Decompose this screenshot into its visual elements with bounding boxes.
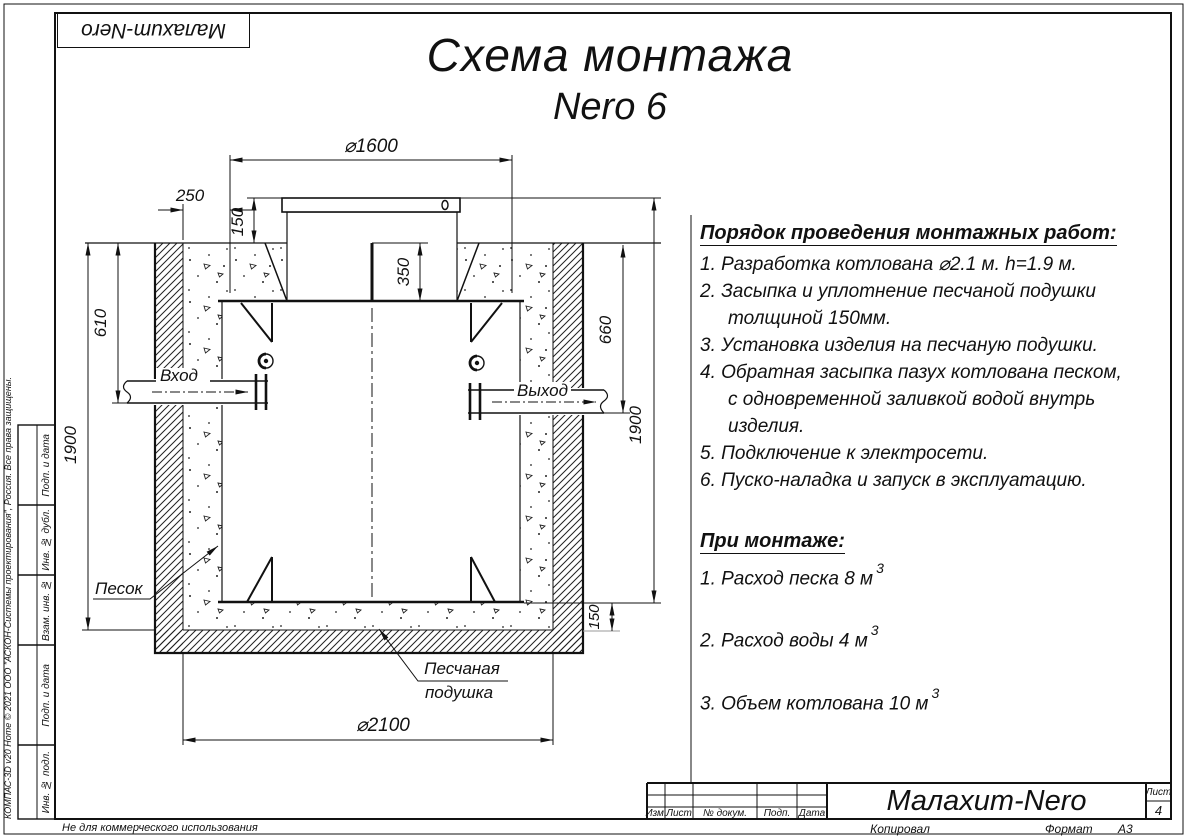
- montage-heading: При монтаже:: [700, 530, 845, 552]
- superscript: 3: [870, 622, 879, 639]
- montage-item: 1. Расход песка 8 $м^3$: [700, 560, 884, 590]
- note-line: 1. Разработка котлована ⌀2.1 м. h=1.9 м.: [700, 254, 1077, 275]
- note-line: 2. Засыпка и уплотнение песчаной подушки: [700, 281, 1096, 302]
- note-line: 6. Пуско-наладка и запуск в эксплуатацию.: [700, 470, 1087, 491]
- brand-logo: Малахит-Nero: [57, 13, 250, 48]
- dim-tank-height: 1900: [626, 406, 645, 444]
- titleblock-col-data: Дата: [798, 807, 826, 819]
- tank-lid: [282, 198, 460, 212]
- notes-heading: Порядок проведения монтажных работ:: [700, 222, 1117, 244]
- montage-notes: [700, 528, 1172, 717]
- drawing-title: [320, 28, 900, 129]
- note-line: толщиной 150мм.: [728, 308, 892, 329]
- stamp-cell-podp-data-1: Подп. и дата: [40, 433, 52, 497]
- titleblock-product-name: Малахит-Nero: [886, 784, 1087, 817]
- note-line: 5. Подключение к электросети.: [700, 443, 989, 464]
- montage-item: 2. Расход воды 4 $м^3$: [700, 622, 879, 652]
- label-sand: Песок: [95, 579, 143, 598]
- dim-pit-diameter: ⌀2100: [356, 715, 410, 736]
- dim-offset: 250: [175, 186, 205, 205]
- title-line1: Схема монтажа: [426, 29, 794, 81]
- dim-pit-depth: 1900: [61, 426, 80, 464]
- label-inlet: Вход: [160, 366, 198, 385]
- dim-lid-height: 150: [228, 207, 247, 237]
- titleblock-sheet-number: 4: [1154, 802, 1163, 818]
- stamp-cell-inv-podl: Инв. № подл.: [40, 750, 52, 814]
- titleblock-col-list: Лист: [666, 807, 692, 819]
- note-line: 3. Установка изделия на песчаную подушки.: [700, 335, 1098, 356]
- non-commercial-note: Не для коммерческого использования: [62, 822, 258, 834]
- note-line: изделия.: [728, 416, 805, 437]
- label-outlet: Выход: [517, 381, 569, 400]
- note-line: 4. Обратная засыпка пазух котлована песком,: [700, 362, 1122, 383]
- stamp-cell-inv-dubl: Инв. № дубл.: [40, 509, 52, 571]
- superscript: 3: [876, 560, 884, 576]
- titleblock-sheet-label: Лист: [1145, 786, 1172, 798]
- dim-cushion-height: 150: [586, 604, 603, 630]
- titleblock-col-izm: Изм.: [645, 807, 667, 819]
- titleblock-col-doc: № докум.: [702, 807, 748, 819]
- stamp-cell-podp-data-2: Подп. и дата: [40, 663, 52, 727]
- format-value: А3: [1118, 822, 1133, 836]
- titleblock-col-podp: Подп.: [763, 807, 791, 819]
- label-cushion-line2: подушка: [424, 683, 494, 702]
- format-label: Формат: [1045, 822, 1093, 836]
- dim-inlet-depth: 610: [91, 308, 110, 338]
- montage-item: 3. Объем котлована 10 $м^3$: [700, 684, 940, 714]
- dim-outlet-depth: 660: [596, 315, 615, 345]
- dim-top-diameter: ⌀1600: [344, 136, 398, 157]
- dim-neck-depth: 350: [394, 257, 413, 287]
- installation-notes: [700, 220, 1172, 746]
- note-line: с одновременной заливкой водой внутрь: [728, 389, 1096, 410]
- superscript: 3: [931, 684, 940, 701]
- stamp-cell-vzam-inv: Взам. инв. №: [40, 578, 52, 642]
- label-cushion-line1: Песчаная: [424, 659, 500, 678]
- kopiroval-note: Копировал: [870, 822, 930, 836]
- title-line2: Nero 6: [552, 86, 668, 128]
- cad-copyright-note: КОМПАС-3D v20 Home © 2021 ООО "АСКОН-Системы проектирования", Россия. Все права защищены.: [3, 377, 13, 819]
